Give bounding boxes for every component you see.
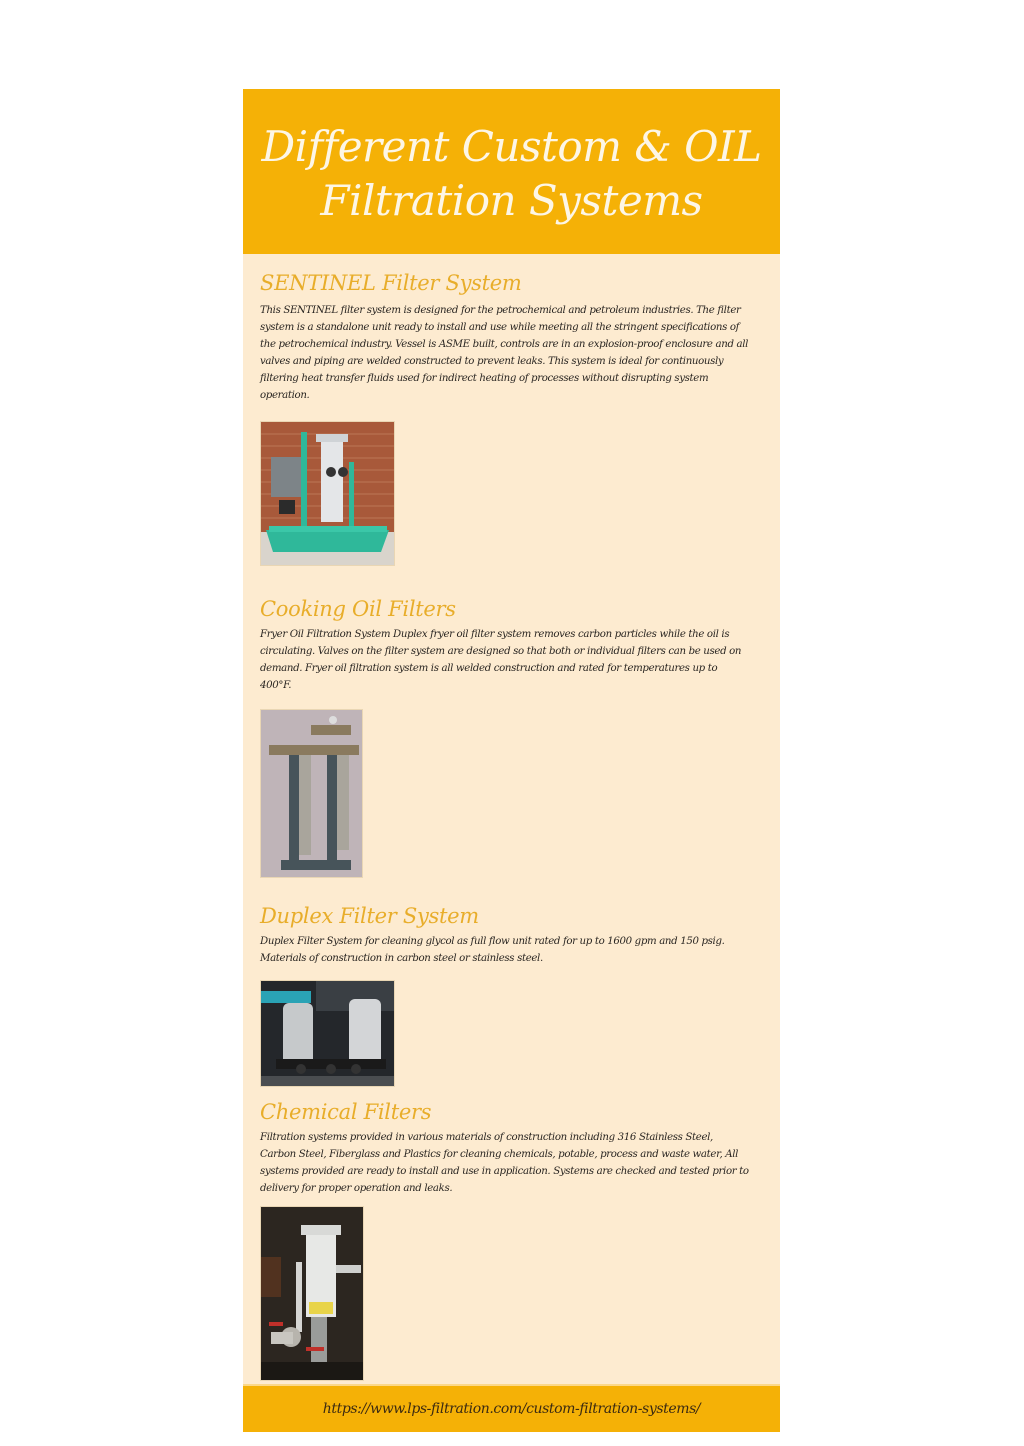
section-body: Filtration systems provided in various materials of construction including 316 Stainless Steel, Carbon Steel, Fiberglass and Plastics for cleaning chemicals, potable, process and waste water, All systems provided are ready to install and use in application. Systems are checked and tested prior to delivery for proper operation and leaks. <box>260 1132 749 1194</box>
section-body: Duplex Filter System for cleaning glycol as full flow unit rated for up to 1600 gpm and 150 psig. Materials of construction in carbon steel or stainless steel. <box>260 936 725 964</box>
section-body: This SENTINEL filter system is designed for the petrochemical and petroleum industries. The filter system is a standalone unit ready to install and use while meeting all the stringent specifications of the petrochemical industry. Vessel is ASME built, controls are in an explosion-proof enclosure and all valves and piping are welded constructed to prevent leaks. This system is ideal for continuously filtering heat transfer fluids used for indirect heating of processes without disrupting system operation. <box>260 305 749 401</box>
title-banner <box>243 89 780 254</box>
footer-banner <box>243 1386 780 1432</box>
title-line-1: Different Custom & OIL <box>261 121 762 171</box>
section-heading: SENTINEL Filter System <box>260 271 522 295</box>
cooking-oil-filter-photo <box>260 709 363 878</box>
infographic-card <box>243 89 780 1432</box>
section-body: Fryer Oil Filtration System Duplex fryer oil filter system removes carbon particles while the oil is circulating. Valves on the filter system are designed so that both or individual filters can be used on demand. Fryer oil filtration system is all welded construction and rated for temperatures up to 400°F. <box>260 629 742 691</box>
chemical-filter-image <box>261 1207 363 1380</box>
sentinel-filter-image <box>261 422 394 565</box>
title-line-2: Filtration Systems <box>320 175 703 225</box>
section-duplex <box>260 902 750 968</box>
chemical-filter-photo <box>260 1206 364 1381</box>
duplex-filter-photo <box>260 980 395 1087</box>
section-cooking-oil <box>260 595 750 695</box>
section-heading: Cooking Oil Filters <box>260 597 456 621</box>
section-heading: Chemical Filters <box>260 1100 432 1124</box>
page-title <box>262 116 762 228</box>
section-heading: Duplex Filter System <box>260 904 479 928</box>
source-url-link[interactable]: https://www.lps-filtration.com/custom-filtration-systems/ <box>322 1401 701 1417</box>
duplex-filter-image <box>261 981 394 1086</box>
sentinel-filter-photo <box>260 421 395 566</box>
section-chemical <box>260 1098 750 1198</box>
section-sentinel <box>260 269 750 404</box>
cooking-oil-filter-image <box>261 710 362 877</box>
